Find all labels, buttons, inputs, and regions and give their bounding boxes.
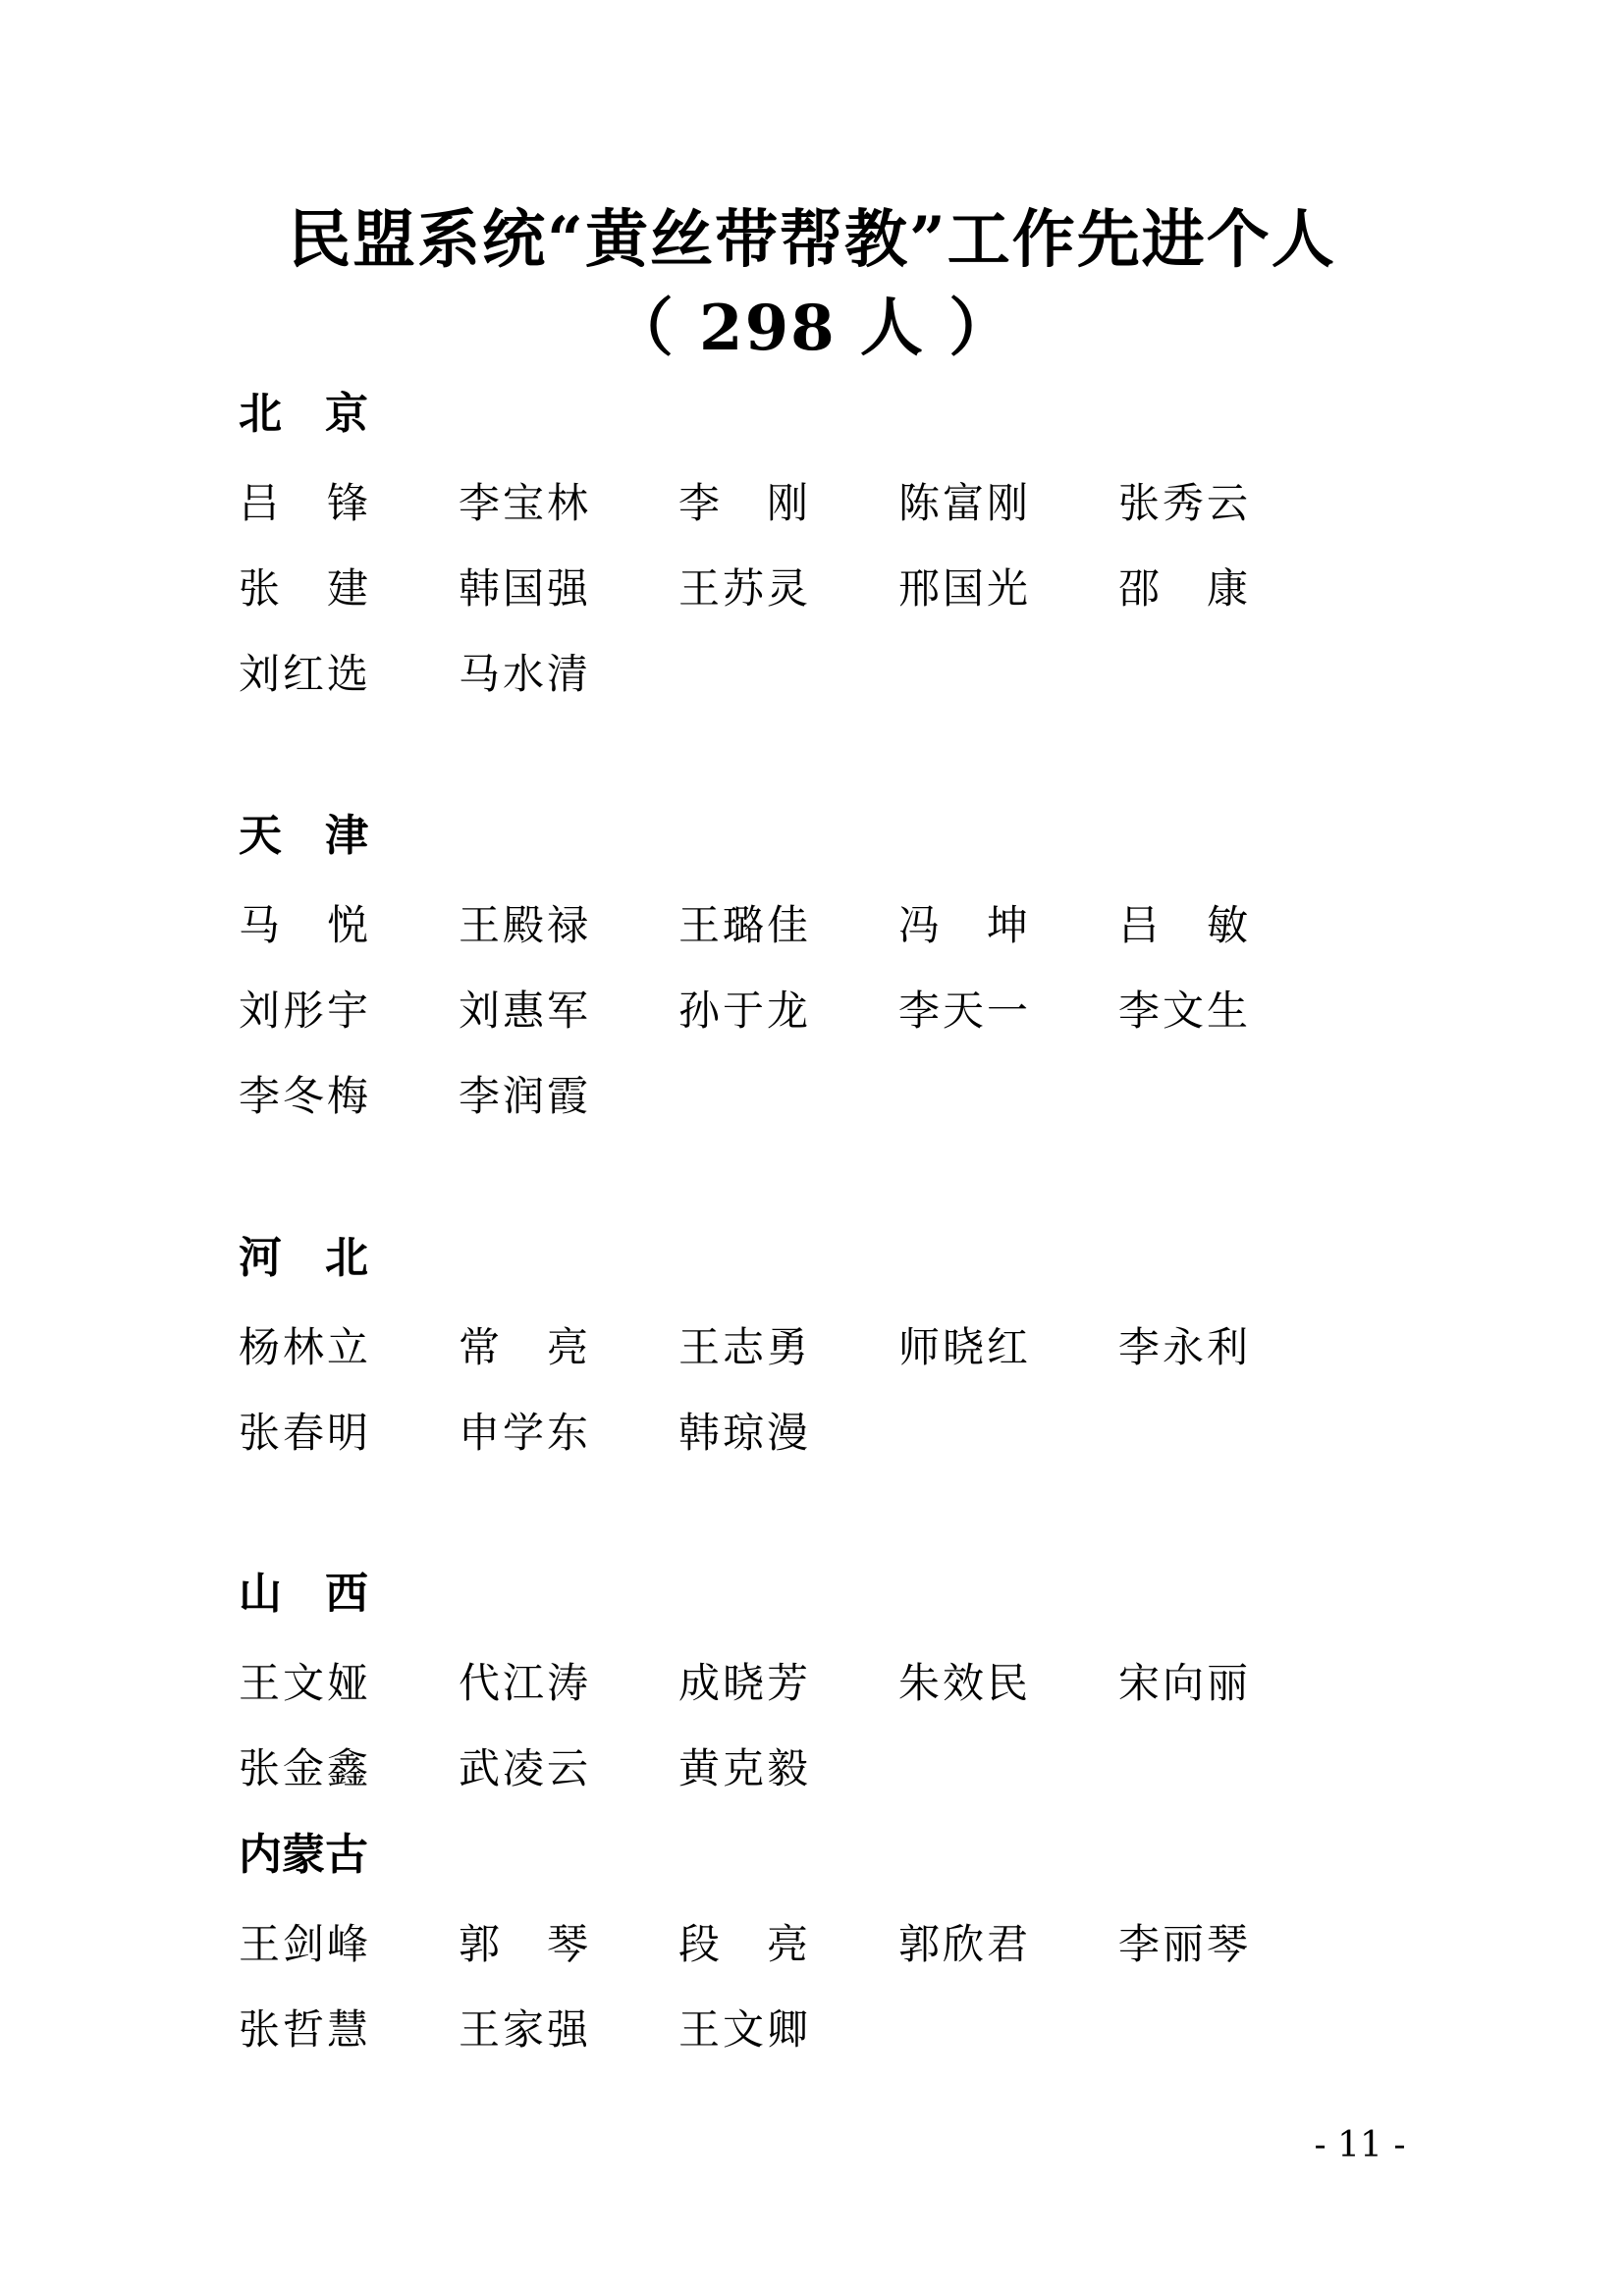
name-row — [239, 1970, 1368, 2056]
person-name: 张秀云 — [1118, 479, 1252, 527]
name-row — [239, 1373, 1368, 1459]
person-name: 师晓红 — [898, 1323, 1032, 1371]
person-name: 李永利 — [1118, 1323, 1252, 1371]
page-number: - 11 - — [1314, 2125, 1406, 2165]
person-name: 武凌云 — [459, 1744, 592, 1792]
person-name: 常 亮 — [459, 1323, 592, 1371]
person-name: 成晓芳 — [678, 1659, 812, 1707]
name-row — [239, 1037, 1368, 1122]
person-name: 王志勇 — [678, 1323, 812, 1371]
name-list — [239, 444, 1368, 700]
person-name: 张 建 — [239, 564, 372, 613]
section-heading: 河 北 — [239, 1233, 368, 1283]
person-name: 李文生 — [1118, 987, 1252, 1035]
name-list — [239, 1624, 1368, 1794]
section-shanxi — [239, 1565, 1368, 1794]
name-row — [239, 951, 1368, 1037]
person-name: 邢国光 — [898, 564, 1032, 613]
name-row — [239, 866, 1368, 951]
section-tianjin — [239, 807, 1368, 1122]
section-heading: 北 京 — [239, 389, 368, 439]
person-name: 冯 坤 — [898, 901, 1032, 949]
person-name: 段 亮 — [678, 1920, 812, 1968]
person-name: 刘红选 — [239, 650, 372, 698]
name-row — [239, 1885, 1368, 1970]
section-heading: 内蒙古 — [239, 1830, 368, 1880]
person-name: 朱效民 — [898, 1659, 1032, 1707]
name-list — [239, 866, 1368, 1122]
person-name: 吕 敏 — [1118, 901, 1252, 949]
person-name: 王苏灵 — [678, 564, 812, 613]
section-beijing — [239, 385, 1368, 700]
person-name: 李 刚 — [678, 479, 812, 527]
person-name: 杨林立 — [239, 1323, 372, 1371]
person-name: 黄克毅 — [678, 1744, 812, 1792]
person-name: 刘彤宇 — [239, 987, 372, 1035]
person-name: 王殿禄 — [459, 901, 592, 949]
person-name: 郭 琴 — [459, 1920, 592, 1968]
name-list — [239, 1885, 1368, 2056]
person-name: 孙于龙 — [678, 987, 812, 1035]
section-heading: 天 津 — [239, 811, 368, 861]
person-name: 代江涛 — [459, 1659, 592, 1707]
person-name: 李丽琴 — [1118, 1920, 1252, 1968]
person-name: 陈富刚 — [898, 479, 1032, 527]
person-name: 刘惠军 — [459, 987, 592, 1035]
section-heading: 山 西 — [239, 1569, 368, 1619]
person-name: 韩国强 — [459, 564, 592, 613]
name-row — [239, 614, 1368, 700]
person-name: 张哲慧 — [239, 2005, 372, 2054]
name-row — [239, 444, 1368, 529]
name-row — [239, 1288, 1368, 1373]
person-name: 韩琼漫 — [678, 1409, 812, 1457]
name-row — [239, 529, 1368, 614]
person-name: 吕 锋 — [239, 479, 372, 527]
document-title: 民盟系统“黄丝带帮教”工作先进个人 — [288, 203, 1336, 277]
document-title-count: （ 298 人 ） — [610, 292, 1014, 365]
person-name: 王剑峰 — [239, 1920, 372, 1968]
person-name: 李宝林 — [459, 479, 592, 527]
section-hebei — [239, 1229, 1368, 1459]
name-row — [239, 1709, 1368, 1794]
person-name: 王家强 — [459, 2005, 592, 2054]
person-name: 郭欣君 — [898, 1920, 1032, 1968]
person-name: 马 悦 — [239, 901, 372, 949]
person-name: 王璐佳 — [678, 901, 812, 949]
person-name: 张春明 — [239, 1409, 372, 1457]
section-inner-mongolia — [239, 1826, 1368, 2056]
person-name: 宋向丽 — [1118, 1659, 1252, 1707]
person-name: 马水清 — [459, 650, 592, 698]
person-name: 邵 康 — [1118, 564, 1252, 613]
person-name: 李天一 — [898, 987, 1032, 1035]
person-name: 申学东 — [459, 1409, 592, 1457]
person-name: 张金鑫 — [239, 1744, 372, 1792]
person-name: 王文卿 — [678, 2005, 812, 2054]
person-name: 李冬梅 — [239, 1072, 372, 1120]
person-name: 李润霞 — [459, 1072, 592, 1120]
name-row — [239, 1624, 1368, 1709]
name-list — [239, 1288, 1368, 1459]
person-name: 王文娅 — [239, 1659, 372, 1707]
